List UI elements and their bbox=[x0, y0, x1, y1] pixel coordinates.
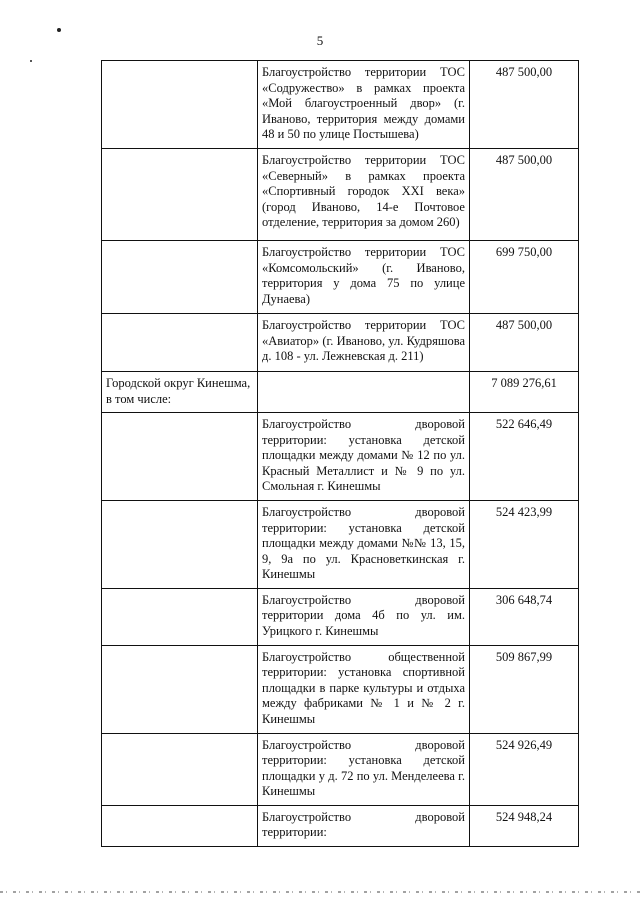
area-cell bbox=[102, 241, 258, 314]
area-cell bbox=[102, 805, 258, 846]
amount-cell: 7 089 276,61 bbox=[470, 372, 579, 413]
area-cell bbox=[102, 501, 258, 589]
page-number: 5 bbox=[316, 33, 324, 48]
amount-cell: 487 500,00 bbox=[470, 61, 579, 149]
table-row bbox=[102, 61, 579, 149]
table-row bbox=[102, 733, 579, 805]
area-cell bbox=[102, 645, 258, 733]
description-cell: Благоустройство территории ТОС «Содружество» в рамках проекта «Мой благоустроенный двор» (г. Иваново, территория между домами 48 и 50 по улице Постышева) bbox=[258, 61, 470, 149]
description-cell: Благоустройство территории ТОС «Северный» в рамках проекта «Спортивный городок XXI века» (город Иваново, 14-е Почтовое отделение, территория за домом 260) bbox=[258, 149, 470, 241]
area-cell bbox=[102, 314, 258, 372]
table-row bbox=[102, 805, 579, 846]
amount-cell: 524 926,49 bbox=[470, 733, 579, 805]
area-cell bbox=[102, 61, 258, 149]
amount-cell: 509 867,99 bbox=[470, 645, 579, 733]
area-cell bbox=[102, 588, 258, 645]
amount-cell: 524 423,99 bbox=[470, 501, 579, 589]
table-row bbox=[102, 413, 579, 501]
table-row bbox=[102, 372, 579, 413]
amount-cell: 487 500,00 bbox=[470, 314, 579, 372]
table-row bbox=[102, 645, 579, 733]
table-row bbox=[102, 241, 579, 314]
description-cell bbox=[258, 372, 470, 413]
description-cell: Благоустройство территории ТОС «Авиатор» (г. Иваново, ул. Кудряшова д. 108 - ул. Лежневская д. 211) bbox=[258, 314, 470, 372]
scan-noise-line bbox=[0, 891, 640, 893]
table-row bbox=[102, 149, 579, 241]
description-cell: Благоустройство дворовой территории: установка детской площадки между домами №№ 13, 15, 9, 9а по ул. Красноветкинская г. Кинешмы bbox=[258, 501, 470, 589]
amount-cell: 522 646,49 bbox=[470, 413, 579, 501]
description-cell: Благоустройство дворовой территории: установка детской площадки у д. 72 по ул. Менделеева г. Кинешмы bbox=[258, 733, 470, 805]
area-cell bbox=[102, 413, 258, 501]
area-cell bbox=[102, 733, 258, 805]
funding-table bbox=[101, 60, 579, 847]
description-cell: Благоустройство общественной территории: установка спортивной площадки в парке культуры и отдыха между фабриками № 1 и № 2 г. Кинешмы bbox=[258, 645, 470, 733]
description-cell: Благоустройство территории ТОС «Комсомольский» (г. Иваново, территория у дома 75 по улице Дунаева) bbox=[258, 241, 470, 314]
description-cell: Благоустройство дворовой территории: установка детской площадки между домами № 12 по ул. Красный Металлист и № 9 по ул. Смольная г. Кинешмы bbox=[258, 413, 470, 501]
scan-speck bbox=[30, 60, 32, 62]
amount-cell: 699 750,00 bbox=[470, 241, 579, 314]
scan-speck bbox=[57, 28, 61, 32]
table-row bbox=[102, 314, 579, 372]
table-row bbox=[102, 501, 579, 589]
description-cell: Благоустройство дворовой территории дома 4б по ул. им. Урицкого г. Кинешмы bbox=[258, 588, 470, 645]
table-row bbox=[102, 588, 579, 645]
area-cell bbox=[102, 149, 258, 241]
amount-cell: 524 948,24 bbox=[470, 805, 579, 846]
amount-cell: 487 500,00 bbox=[470, 149, 579, 241]
amount-cell: 306 648,74 bbox=[470, 588, 579, 645]
area-cell: Городской округ Кинешма, в том числе: bbox=[102, 372, 258, 413]
description-cell: Благоустройство дворовой территории: bbox=[258, 805, 470, 846]
